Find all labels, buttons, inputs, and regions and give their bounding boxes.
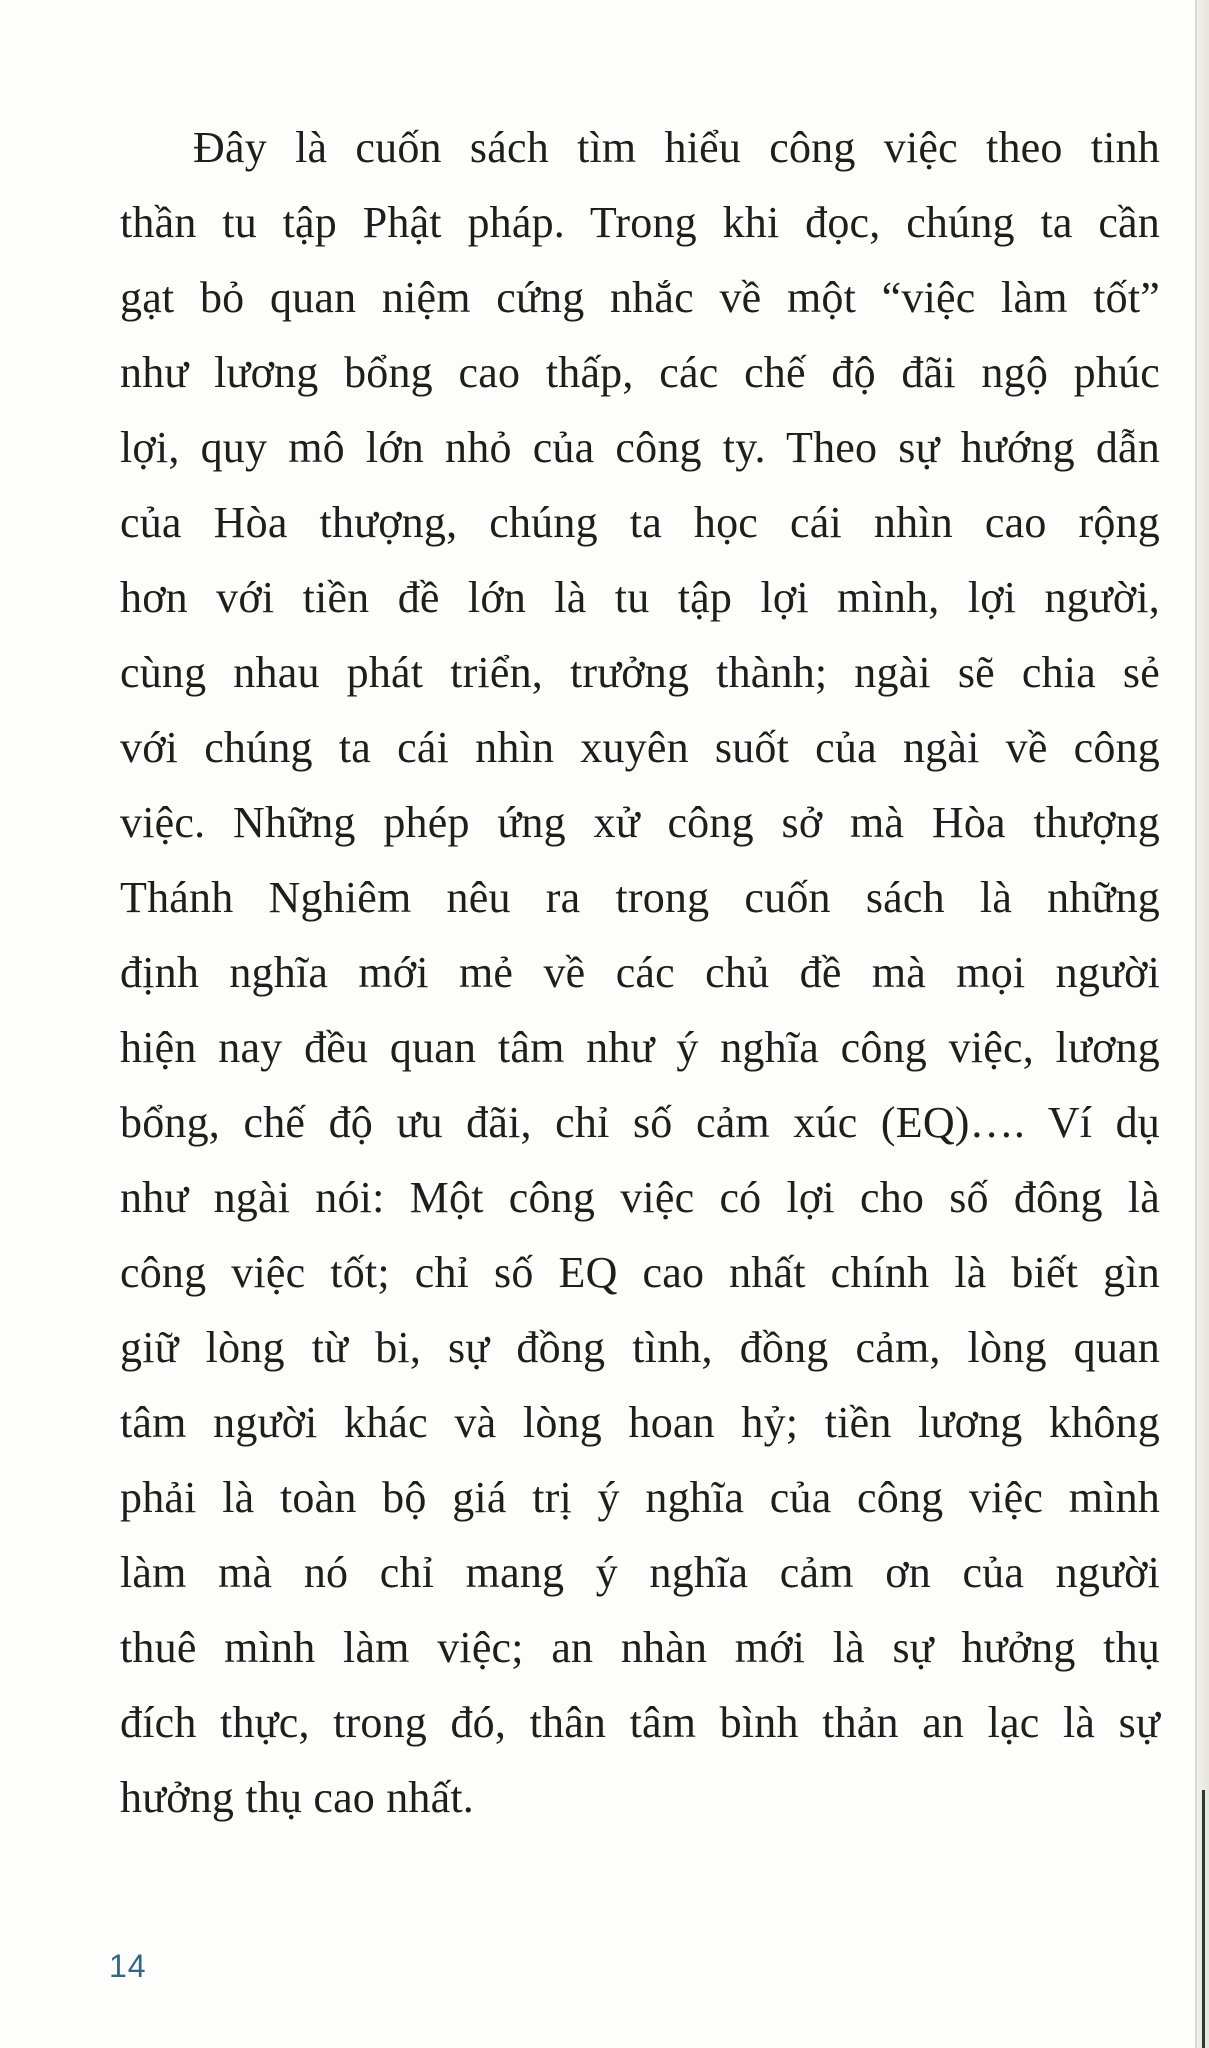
text-line: hưởng thụ cao nhất. xyxy=(120,1773,474,1822)
page-edge-line xyxy=(1195,0,1197,2048)
text-line: giữ lòng từ bi, sự đồng tình, đồng cảm, lòng quan xyxy=(120,1323,1160,1372)
text-line: hơn với tiền đề lớn là tu tập lợi mình, lợi người, xyxy=(120,573,1160,622)
text-line: cùng nhau phát triển, trưởng thành; ngài sẽ chia sẻ xyxy=(120,648,1160,697)
text-line: làm mà nó chỉ mang ý nghĩa cảm ơn của người xyxy=(120,1548,1160,1597)
text-line: lợi, quy mô lớn nhỏ của công ty. Theo sự hướng dẫn xyxy=(120,423,1160,472)
text-line: thuê mình làm việc; an nhàn mới là sự hưởng thụ xyxy=(120,1623,1160,1672)
text-line: với chúng ta cái nhìn xuyên suốt của ngài về công xyxy=(120,723,1160,772)
text-line: của Hòa thượng, chúng ta học cái nhìn cao rộng xyxy=(120,498,1160,547)
text-line: đích thực, trong đó, thân tâm bình thản an lạc là sự xyxy=(120,1698,1160,1747)
text-line: như ngài nói: Một công việc có lợi cho số đông là xyxy=(120,1173,1160,1222)
text-line: hiện nay đều quan tâm như ý nghĩa công việc, lương xyxy=(120,1023,1160,1072)
text-line: Đây là cuốn sách tìm hiểu công việc theo tinh xyxy=(193,123,1160,172)
body-paragraph xyxy=(120,110,1160,1835)
text-line: phải là toàn bộ giá trị ý nghĩa của công việc mình xyxy=(120,1473,1160,1522)
text-line: việc. Những phép ứng xử công sở mà Hòa thượng xyxy=(120,798,1160,847)
binding-mark xyxy=(1202,1790,1205,2048)
page-number: 14 xyxy=(109,1948,147,1984)
text-line: Thánh Nghiêm nêu ra trong cuốn sách là những xyxy=(120,873,1160,922)
text-line: định nghĩa mới mẻ về các chủ đề mà mọi người xyxy=(120,948,1160,997)
page-edge xyxy=(1195,0,1209,2048)
text-line: như lương bổng cao thấp, các chế độ đãi ngộ phúc xyxy=(120,348,1160,397)
text-line: công việc tốt; chỉ số EQ cao nhất chính là biết gìn xyxy=(120,1248,1160,1297)
text-line: bổng, chế độ ưu đãi, chỉ số cảm xúc (EQ)…. Ví dụ xyxy=(120,1098,1160,1147)
text-line: thần tu tập Phật pháp. Trong khi đọc, chúng ta cần xyxy=(120,198,1160,247)
text-line: tâm người khác và lòng hoan hỷ; tiền lương không xyxy=(120,1398,1160,1447)
text-line: gạt bỏ quan niệm cứng nhắc về một “việc làm tốt” xyxy=(120,273,1160,322)
